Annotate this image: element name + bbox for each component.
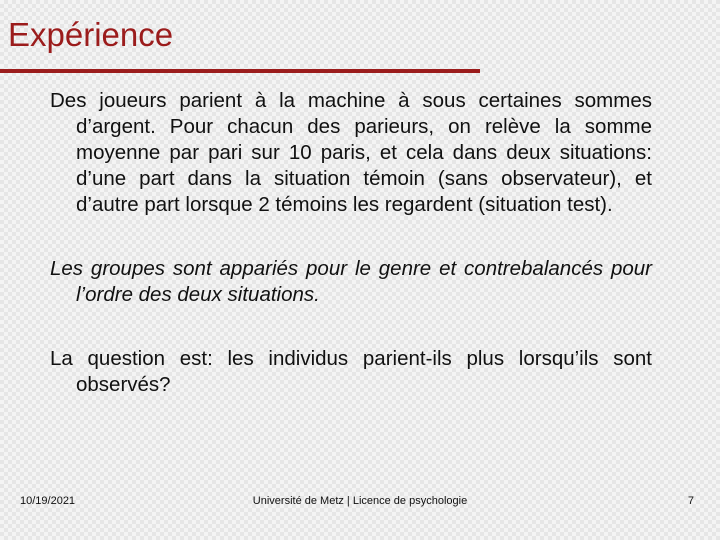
paragraph-question: La question est: les individus parient-ils plus lorsqu’ils sont observés? [50, 347, 652, 396]
footer-date: 10/19/2021 [20, 495, 76, 507]
slide-body [50, 88, 652, 398]
footer-institution: Université de Metz | Licence de psychologie [252, 495, 468, 507]
footer-page-number: 7 [687, 495, 694, 507]
paragraph-experiment-description: Des joueurs parient à la machine à sous certaines sommes d’argent. Pour chacun des parieurs, on relève la somme moyenne par pari sur 10 paris, et cela dans deux situations: d’une part dans la situation témoin (sans observateur), et d’autre part lorsque 2 témoins les regardent (situation test). [50, 89, 652, 216]
slide-title: Expérience [8, 16, 174, 53]
paragraph-groups: Les groupes sont appariés pour le genre et contrebalancés pour l’ordre des deux situations. [50, 257, 652, 306]
title-underline [0, 69, 480, 73]
